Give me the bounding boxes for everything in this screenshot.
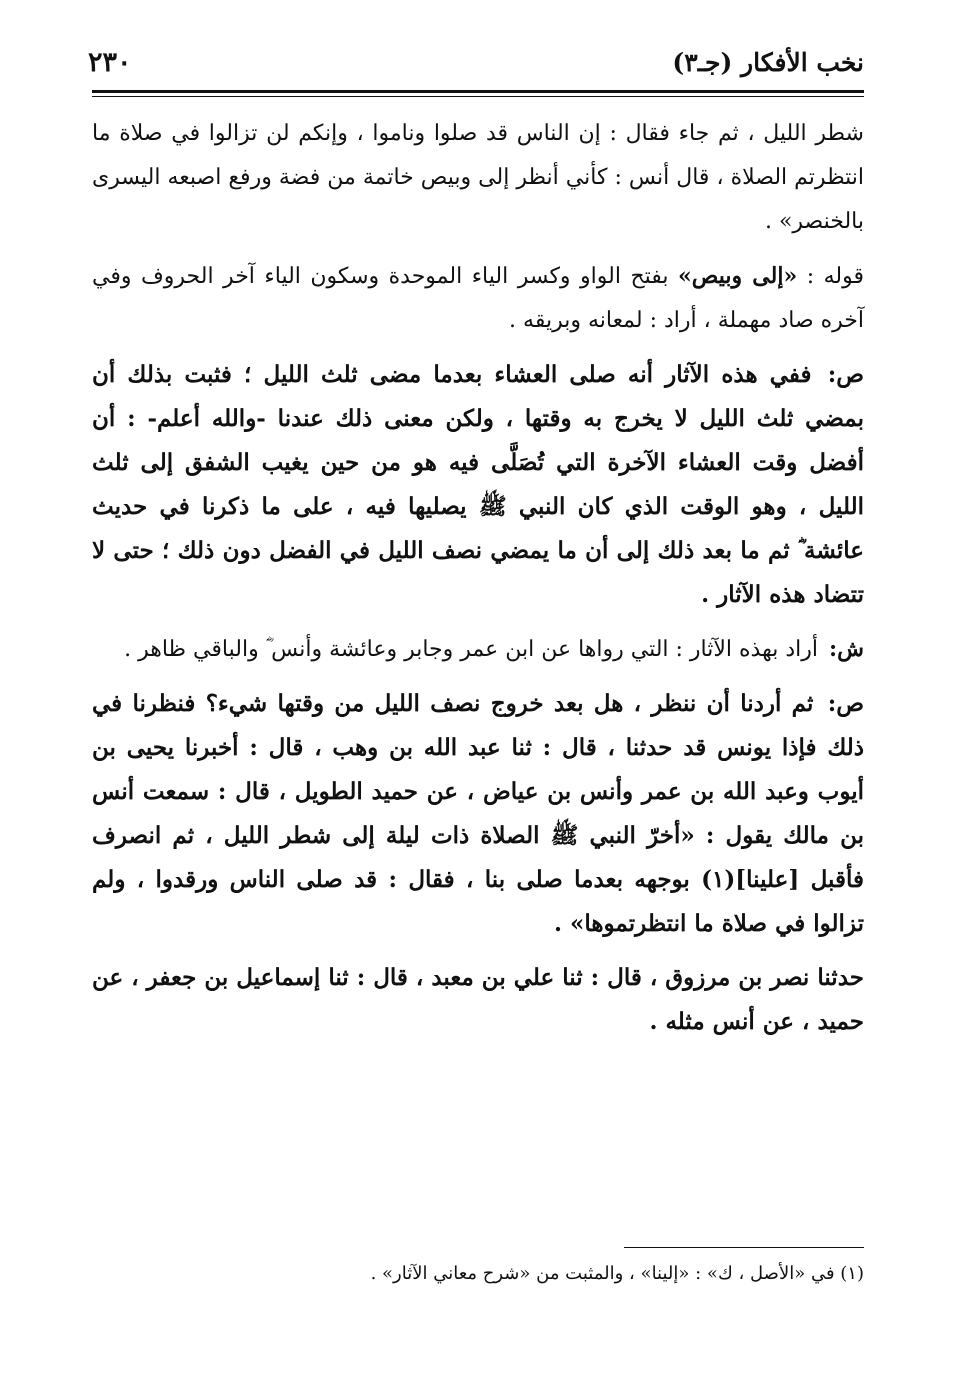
paragraph-prefix: قوله : [797, 264, 864, 289]
paragraph-text: أراد بهذه الآثار : التي رواها عن ابن عمر وجابر وعائشة وأنس ؓ والباقي ظاهر . [124, 637, 819, 662]
header-rule-thin [92, 96, 864, 97]
header-rule-thick [92, 90, 864, 93]
paragraph-text: ففي هذه الآثار أنه صلى العشاء بعدما مضى ثلث الليل ؛ فثبت بذلك أن بمضي ثلث الليل لا يخرج به وقتها ، ولكن معنى ذلك عندنا -والله أعلم- : أن أفضل وقت العشاء الآخرة التي تُصَلَّى فيه هو من حين يغيب الشفق إلى ثلث الليل ، وهو الوقت الذي كان النبي ﷺ يصليها فيه ، على ما ذكرنا في حديث عائشة ؓ ثم ما بعد ذلك إلى أن ما يمضي نصف الليل في الفضل دون ذلك ؛ حتى لا تتضاد هذه الآثار . [92, 361, 864, 608]
page-header [88, 40, 864, 84]
running-title: نخب الأفكار (جـ٣) [672, 47, 864, 77]
shin-marker: ش: [829, 636, 864, 662]
paragraph-continuation [92, 112, 864, 244]
paragraph-text: شطر الليل ، ثم جاء فقال : إن الناس قد صلوا وناموا ، وإنكم لن تزالوا في صلاة ما انتظرتم الصلاة ، قال أنس : كأني أنظر إلى وبيص خاتمة من فضة ورفع اصبعه اليسرى بالخنصر» . [92, 121, 864, 234]
paragraph-commentary [92, 254, 864, 343]
sad-marker: ص: [827, 690, 864, 717]
footnote-separator [624, 1247, 864, 1248]
paragraph-text: حدثنا نصر بن مرزوق ، قال : ثنا علي بن معبد ، قال : ثنا إسماعيل بن جعفر ، عن حميد ، عن أنس مثله . [92, 964, 864, 1035]
sad-marker: ص: [827, 361, 864, 388]
paragraph-hadith-chain [92, 956, 864, 1044]
page-number: ٢٣٠ [88, 46, 132, 78]
paragraph-shin [92, 627, 864, 672]
paragraph-text: بفتح الواو وكسر الياء الموحدة وسكون الياء آخر الحروف وفي آخره صاد مهملة ، أراد : لمعانه وبريقه . [92, 264, 864, 333]
page-body [92, 112, 864, 1054]
footnote: (١) في «الأصل ، ك» : «إلينا» ، والمثبت من «شرح معاني الآثار» . [370, 1263, 864, 1284]
paragraph-sad [92, 353, 864, 617]
paragraph-text: ثم أردنا أن ننظر ، هل بعد خروج نصف الليل من وقتها شيء؟ فنظرنا في ذلك فإذا يونس قد حدثنا ، قال : ثنا عبد الله بن وهب ، قال : أخبرنا يحيى بن أيوب وعبد الله بن عمر وأنس بن عياض ، عن حميد الطويل ، قال : سمعت أنس بن مالك يقول : «أخرّ النبي ﷺ الصلاة ذات ليلة إلى شطر الليل ، ثم انصرف فأقبل [علينا](١) بوجهه بعدما صلى بنا ، فقال : قد صلى الناس ورقدوا ، ولم تزالوا في صلاة ما انتظرتموها» . [92, 690, 864, 937]
glossed-term: «إلى وبيص» [678, 263, 798, 289]
paragraph-sad [92, 682, 864, 946]
